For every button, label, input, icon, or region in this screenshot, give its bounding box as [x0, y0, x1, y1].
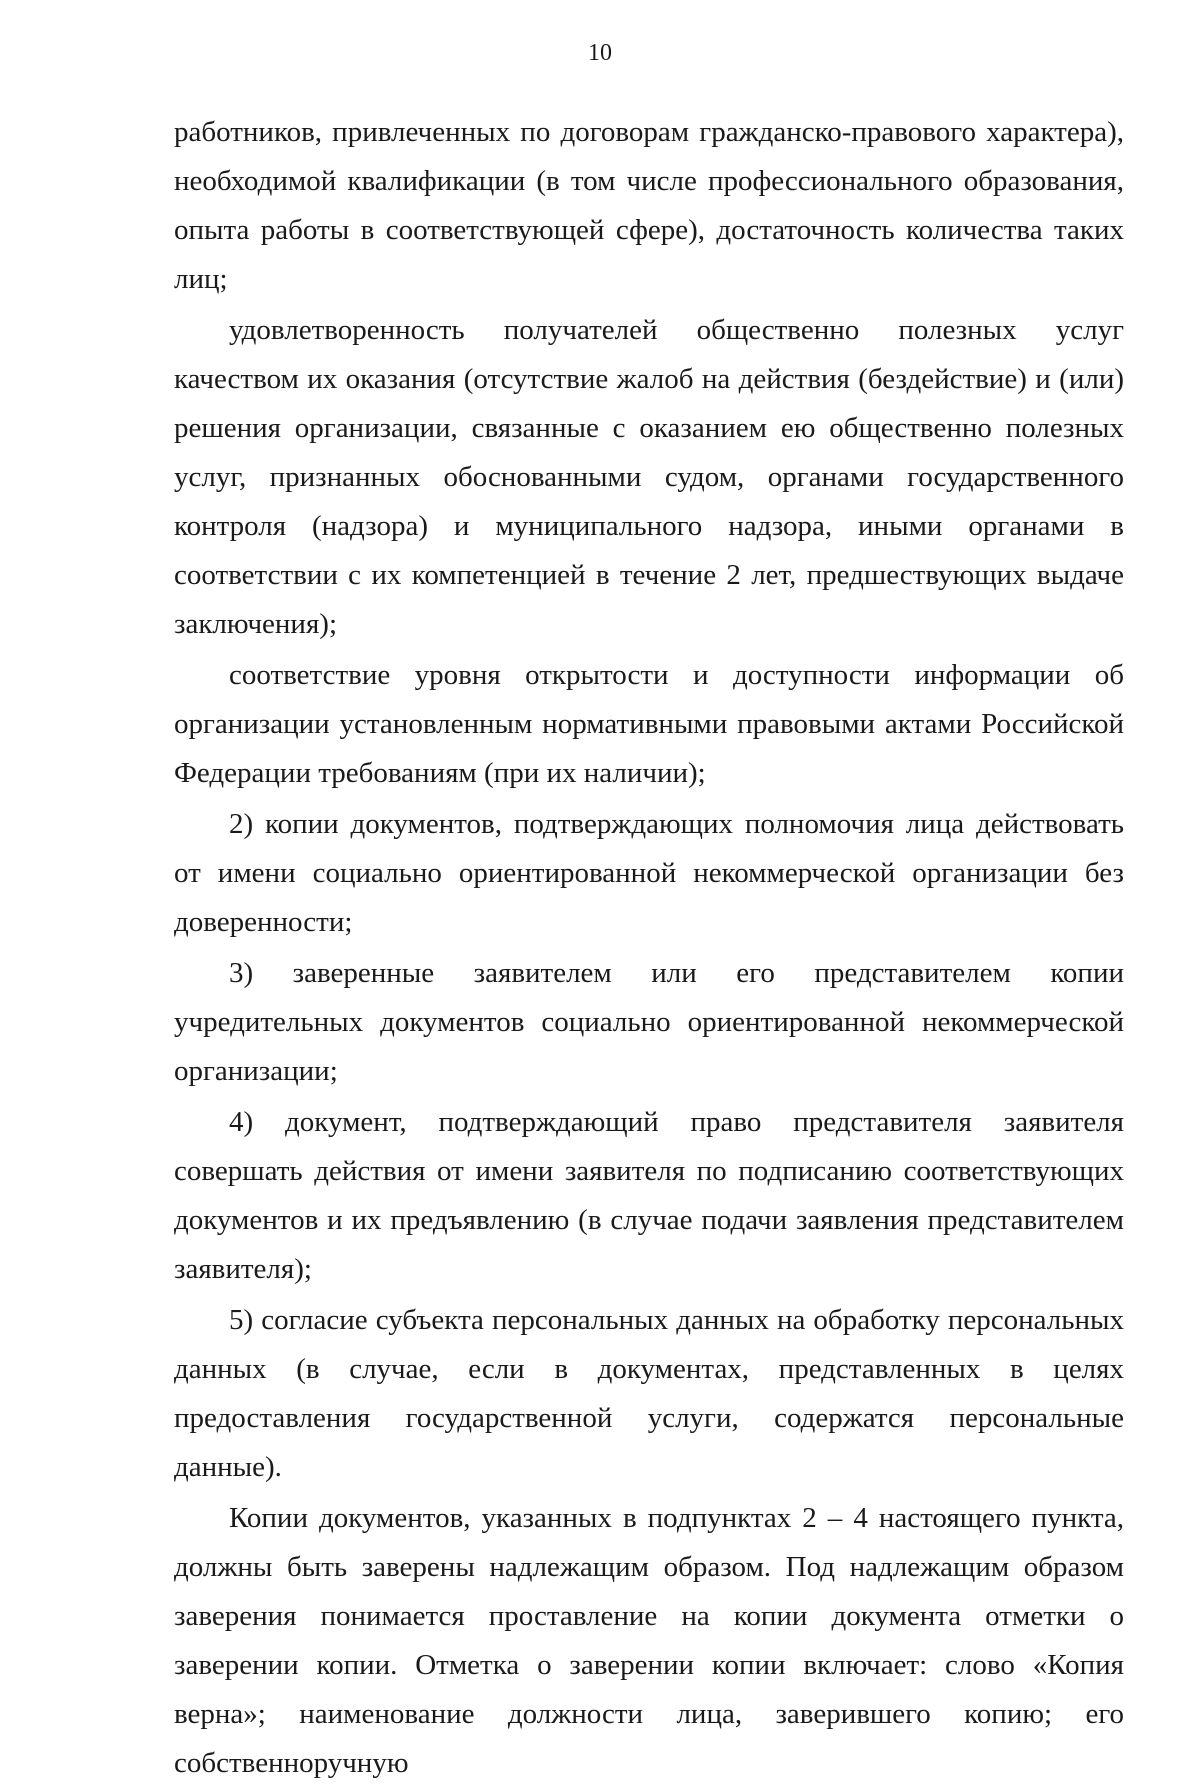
paragraph-item-3: 3) заверенные заявителем или его представителем копии учредительных документов социально ориентированной некоммерческой организации;	[174, 957, 1124, 1087]
page-number: 10	[588, 40, 612, 66]
paragraph-item-2: 2) копии документов, подтверждающих полномочия лица действовать от имени социально ориентированной некоммерческой организации без доверенности;	[174, 808, 1124, 938]
paragraph-item-4: 4) документ, подтверждающий право представителя заявителя совершать действия от имени заявителя по подписанию соответствующих документов и их предъявлению (в случае подачи заявления представителем заявителя);	[174, 1106, 1124, 1285]
paragraph-item-5: 5) согласие субъекта персональных данных на обработку персональных данных (в случае, если в документах, представленных в целях предоставления государственной услуги, содержатся персональные данные).	[174, 1304, 1124, 1483]
paragraph-copies-certification: Копии документов, указанных в подпунктах 2 – 4 настоящего пункта, должны быть заверены надлежащим образом. Под надлежащим образом заверения понимается проставление на копии документа отметки о заверении копии. Отметка о заверении копии включает: слово «Копия верна»; наименование должности лица, заверившего копию; его собственноручную	[174, 1502, 1124, 1779]
paragraph-satisfaction-criterion: удовлетворенность получателей общественно полезных услуг качеством их оказания (отсутствие жалоб на действия (бездействие) и (или) решения организации, связанные с оказанием ею общественно полезных услуг, признанных обоснованными судом, органами государственного контроля (надзора) и муниципального надзора, иными органами в соответствии с их компетенцией в течение 2 лет, предшествующих выдаче заключения);	[174, 314, 1124, 640]
paragraph-continuation: работников, привлеченных по договорам гражданско-правового характера), необходимой квалификации (в том числе профессионального образования, опыта работы в соответствующей сфере), достаточность количества таких лиц;	[174, 116, 1124, 295]
paragraph-openness-criterion: соответствие уровня открытости и доступности информации об организации установленным нормативными правовыми актами Российской Федерации требованиям (при их наличии);	[174, 659, 1124, 789]
document-body	[174, 108, 1124, 1788]
